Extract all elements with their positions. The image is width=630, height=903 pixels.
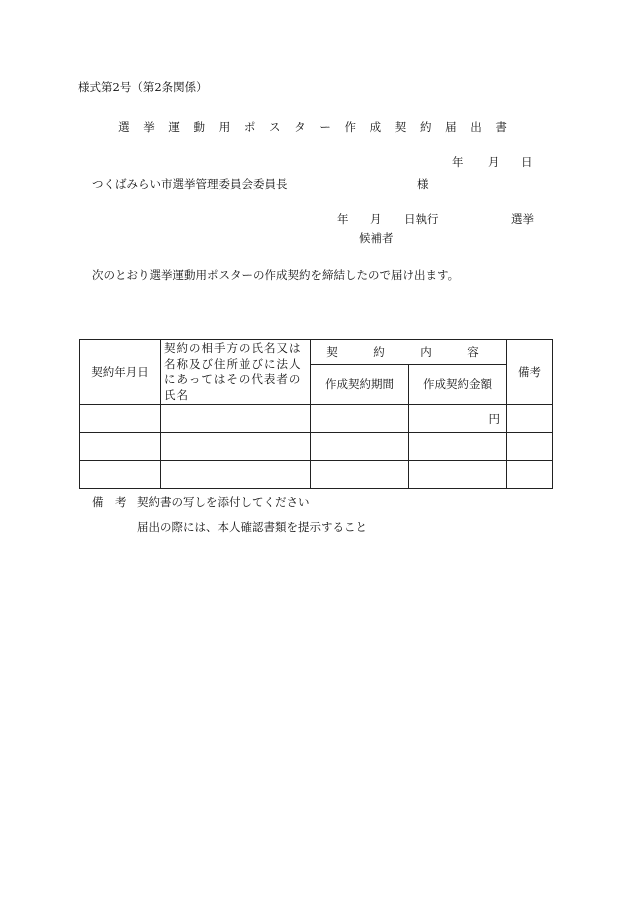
addressee-name: つくばみらい市選挙管理委員会委員長: [92, 177, 288, 191]
candidate-label: 候補者: [359, 231, 394, 245]
date-year-label: 年: [452, 155, 464, 169]
table-row: [80, 461, 553, 489]
header-remarks: 備考: [507, 340, 553, 405]
amount-unit: 円: [488, 411, 500, 426]
cell-remarks[interactable]: [507, 433, 553, 461]
notes-line-1: 契約書の写しを添付してください: [137, 495, 310, 509]
document-title: 選 挙 運 動 用 ポ ス タ ー 作 成 契 約 届 出 書: [118, 120, 512, 134]
contract-table: [79, 339, 553, 489]
notes-label: 備 考: [92, 495, 127, 509]
cell-counterparty[interactable]: [161, 433, 311, 461]
cell-period[interactable]: [311, 405, 409, 433]
addressee-honorific: 様: [417, 177, 429, 191]
election-year-label: 年: [337, 212, 349, 226]
cell-amount[interactable]: [409, 405, 507, 433]
form-number: 様式第2号（第2条関係）: [78, 80, 208, 94]
table-row: [80, 405, 553, 433]
cell-remarks[interactable]: [507, 405, 553, 433]
cell-period[interactable]: [311, 461, 409, 489]
table-row: [80, 433, 553, 461]
election-label: 選挙: [511, 212, 534, 226]
election-month-label: 月: [370, 212, 382, 226]
table-header-row: [80, 340, 553, 365]
notes-line-2: 届出の際には、本人確認書類を提示すること: [137, 520, 367, 534]
cell-period[interactable]: [311, 433, 409, 461]
body-text: 次のとおり選挙運動用ポスターの作成契約を締結したので届け出ます。: [92, 268, 460, 282]
cell-counterparty[interactable]: [161, 461, 311, 489]
header-production-amount: 作成契約金額: [409, 364, 507, 405]
cell-amount[interactable]: [409, 461, 507, 489]
cell-contract-date[interactable]: [80, 461, 161, 489]
cell-amount[interactable]: [409, 433, 507, 461]
header-production-period: 作成契約期間: [311, 364, 409, 405]
cell-counterparty[interactable]: [161, 405, 311, 433]
header-contract-date: 契約年月日: [80, 340, 161, 405]
date-month-label: 月: [488, 155, 500, 169]
cell-contract-date[interactable]: [80, 433, 161, 461]
header-contract-contents: 契 約 内 容: [311, 340, 507, 365]
cell-remarks[interactable]: [507, 461, 553, 489]
date-day-label: 日: [521, 155, 533, 169]
header-counterparty: 契約の相手方の氏名又は名称及び住所並びに法人にあってはその代表者の氏名: [161, 340, 311, 405]
cell-contract-date[interactable]: [80, 405, 161, 433]
election-day-executed-label: 日執行: [404, 212, 439, 226]
